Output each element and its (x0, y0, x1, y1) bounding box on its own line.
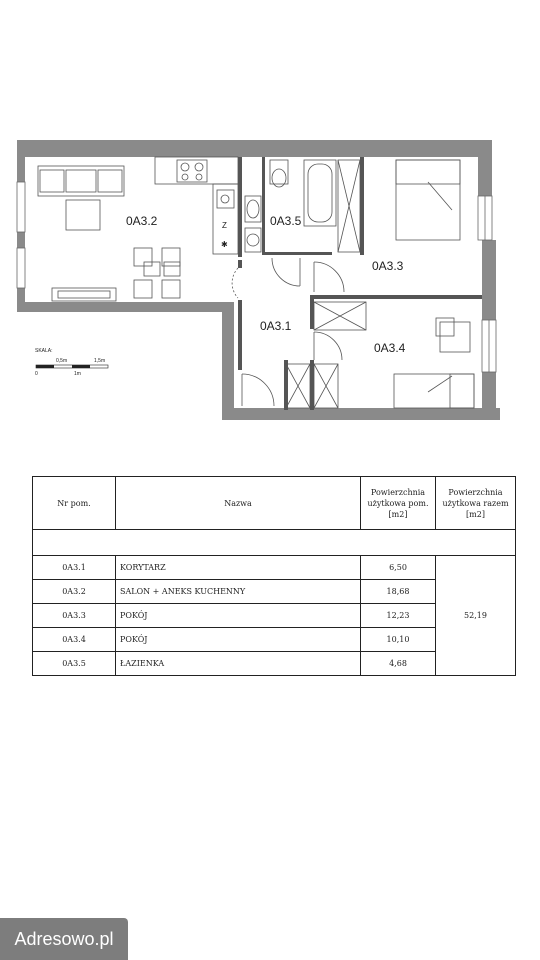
room-label-0A3-5: 0A3.5 (270, 214, 302, 228)
row-area: 6,50 (361, 556, 436, 580)
tv-unit (52, 288, 116, 301)
table-gap-row (33, 530, 516, 556)
header-area-line1: Powierzchnia (370, 487, 426, 497)
scale-15m: 1,5m (94, 358, 106, 364)
area-table (32, 476, 516, 676)
row-name: SALON + ANEKS KUCHENNY (116, 580, 361, 604)
header-nr: Nr pom. (33, 477, 116, 530)
header-total (436, 477, 516, 530)
fixture-star: ✱ (221, 240, 228, 249)
table-gap-cell (33, 530, 516, 556)
scale-05m: 0,5m (56, 358, 68, 364)
room-label-0A3-3: 0A3.3 (372, 259, 404, 273)
watermark: Adresowo.pl (0, 918, 128, 960)
table-header-row (33, 477, 516, 530)
header-total-line3: [m2] (466, 509, 485, 519)
header-total-line2: użytkowa razem (442, 498, 509, 508)
floor-plan (0, 130, 540, 430)
row-nr: 0A3.4 (33, 628, 116, 652)
kitchen-counter (155, 157, 238, 254)
row-nr: 0A3.5 (33, 652, 116, 676)
table-row (33, 556, 516, 580)
sofa (38, 166, 124, 196)
scale-0: 0 (35, 371, 38, 377)
room-label-0A3-2: 0A3.2 (126, 214, 158, 228)
beds (394, 160, 474, 408)
dining-set (134, 248, 180, 298)
row-nr: 0A3.1 (33, 556, 116, 580)
row-name: POKÓJ (116, 628, 361, 652)
header-area (361, 477, 436, 530)
row-area: 10,10 (361, 628, 436, 652)
header-name: Nazwa (116, 477, 361, 530)
total-area: 52,19 (436, 556, 516, 676)
row-area: 12,23 (361, 604, 436, 628)
bathroom-fixtures (245, 160, 336, 252)
scale-bar (35, 348, 108, 377)
row-name: ŁAZIENKA (116, 652, 361, 676)
room-label-0A3-1: 0A3.1 (260, 319, 292, 333)
fixture-z: Z (222, 221, 227, 230)
row-area: 18,68 (361, 580, 436, 604)
row-name: POKÓJ (116, 604, 361, 628)
row-nr: 0A3.2 (33, 580, 116, 604)
outer-walls (17, 140, 500, 420)
row-name: KORYTARZ (116, 556, 361, 580)
coffee-table (66, 200, 100, 230)
wardrobes (286, 160, 366, 408)
room-label-0A3-4: 0A3.4 (374, 341, 406, 355)
scale-1m: 1m (74, 371, 81, 377)
row-nr: 0A3.3 (33, 604, 116, 628)
scale-title: SKALA: (35, 348, 53, 354)
header-area-line2: użytkowa pom. (367, 498, 429, 508)
row-area: 4,68 (361, 652, 436, 676)
header-area-line3: [m2] (388, 509, 408, 519)
windows (17, 182, 496, 372)
header-total-line1: Powierzchnia (448, 487, 503, 497)
